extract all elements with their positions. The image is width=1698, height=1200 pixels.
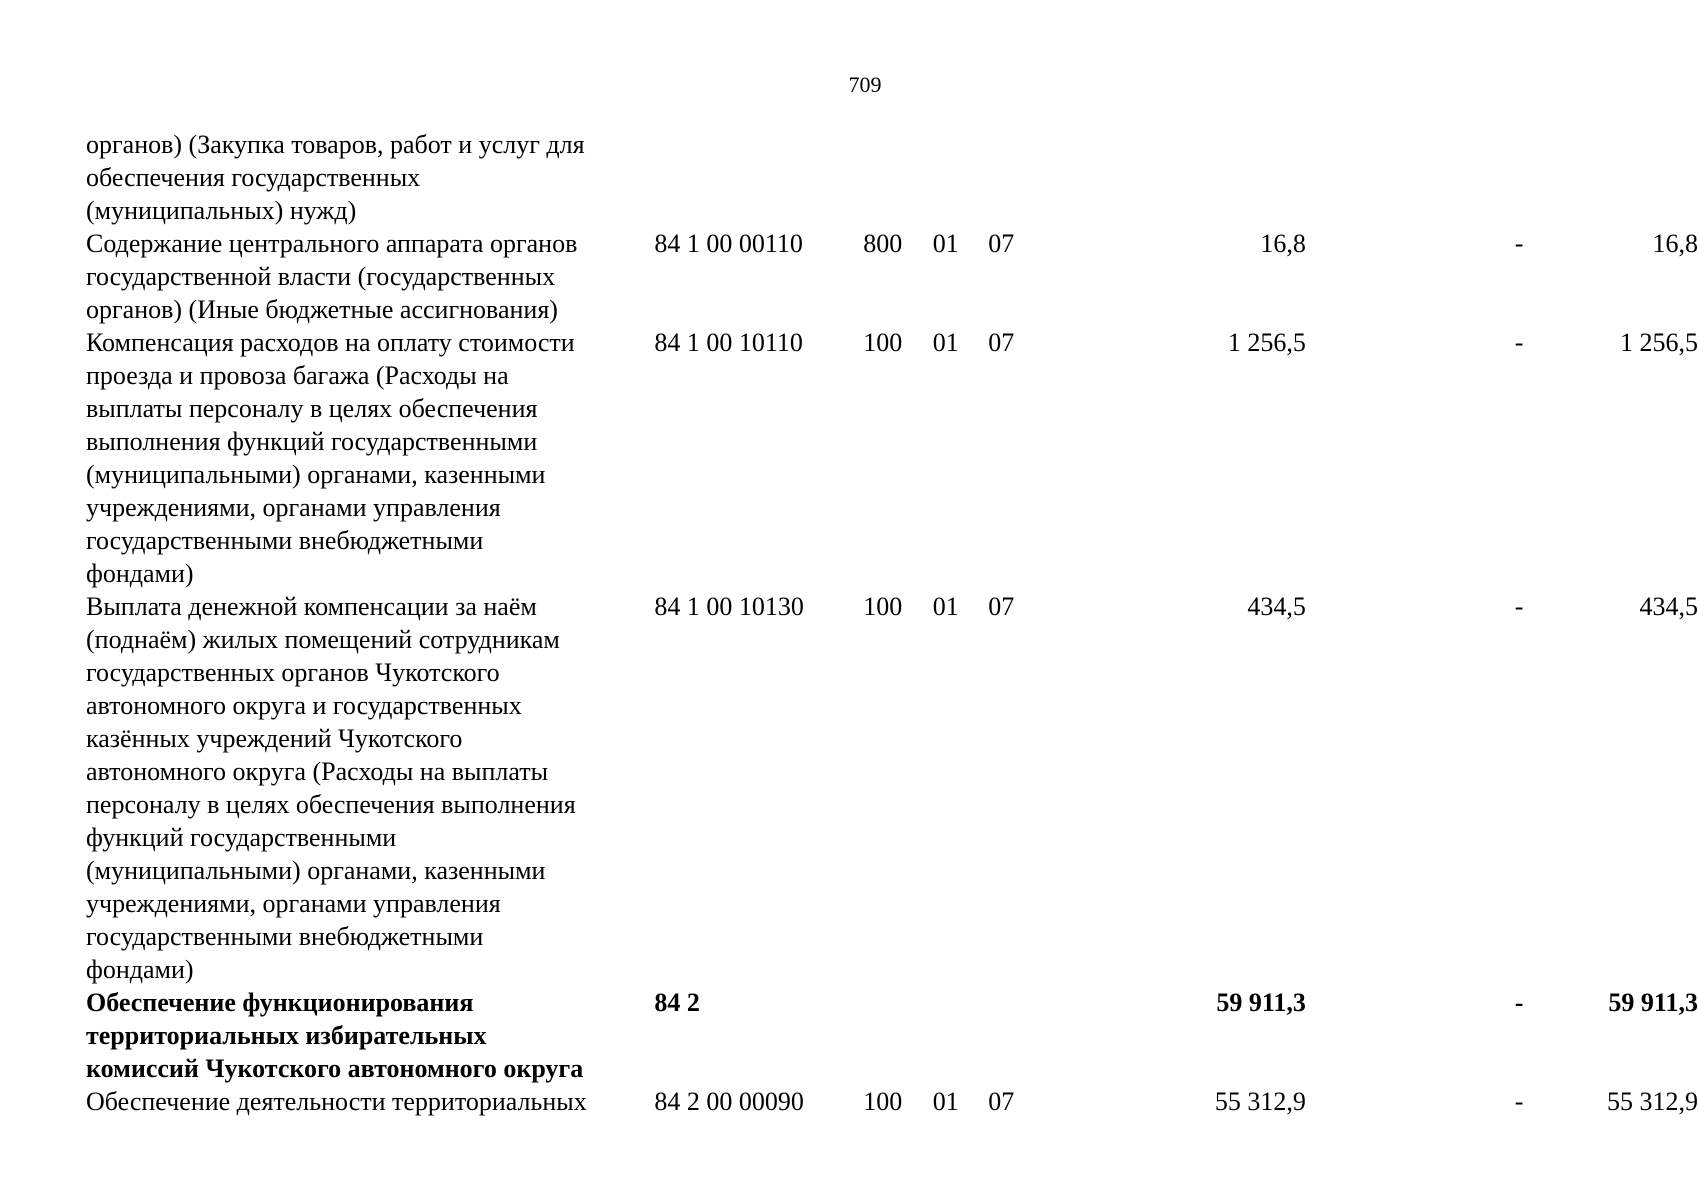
description-line: учреждениями, органами управления: [86, 889, 501, 918]
section-code: 01: [932, 592, 959, 621]
subsection-code: [988, 128, 1038, 227]
amount-2: -: [1514, 328, 1524, 357]
description-line: фондами): [86, 559, 194, 588]
description-line: персоналу в целях обеспечения выполнения: [86, 790, 576, 819]
description-line: автономного округа и государственных: [86, 691, 522, 720]
amount-1: 434,5: [1247, 592, 1306, 621]
subsection-code: 07: [988, 1087, 1015, 1116]
description-line: территориальных избирательных: [86, 1021, 487, 1050]
expense-type-code: 800: [863, 229, 903, 258]
description-line: (муниципальными) органами, казенными: [86, 856, 546, 885]
section-code: 01: [932, 229, 959, 258]
row-description: [86, 128, 654, 227]
expense-type-code: 100: [863, 1087, 903, 1116]
target-article-code: 84 2: [654, 988, 700, 1017]
amount-1: [1038, 128, 1306, 227]
description-line: Содержание центрального аппарата органов: [86, 229, 578, 258]
amount-1: 16,8: [1260, 229, 1306, 258]
description-line: (поднаём) жилых помещений сотрудникам: [86, 625, 560, 654]
table-row: [86, 1085, 1698, 1118]
description-line: Компенсация расходов на оплату стоимости: [86, 328, 575, 357]
description-line: государственными внебюджетными: [86, 922, 484, 951]
table-row: [86, 326, 1698, 590]
table-row-section-total: [86, 986, 1698, 1085]
description-line: комиссий Чукотского автономного округа: [86, 1054, 584, 1083]
amount-1: 1 256,5: [1227, 328, 1306, 357]
expense-type-code: [863, 128, 932, 227]
amount-3: 59 911,3: [1608, 988, 1698, 1017]
subsection-code: 07: [988, 328, 1015, 357]
subsection-code: 07: [988, 229, 1015, 258]
description-line: выплаты персоналу в целях обеспечения: [86, 394, 538, 423]
page-number: 709: [848, 72, 882, 97]
row-description: [86, 590, 654, 986]
description-line: (муниципальными) органами, казенными: [86, 460, 546, 489]
amount-1: 55 312,9: [1214, 1087, 1306, 1116]
amount-2: -: [1514, 988, 1524, 1017]
row-description: [86, 986, 654, 1085]
amount-3: 16,8: [1652, 229, 1698, 258]
target-article-code: 84 1 00 10130: [654, 592, 804, 621]
description-line: государственной власти (государственных: [86, 262, 556, 291]
amount-1: 59 911,3: [1216, 988, 1306, 1017]
row-description: [86, 326, 654, 590]
subsection-code: [988, 986, 1038, 1085]
description-line: казённых учреждений Чукотского: [86, 724, 463, 753]
amount-3: 434,5: [1639, 592, 1698, 621]
description-line: проезда и провоза багажа (Расходы на: [86, 361, 509, 390]
description-line: Обеспечение функционирования: [86, 988, 474, 1017]
description-line: автономного округа (Расходы на выплаты: [86, 757, 549, 786]
table-row: [86, 128, 1698, 227]
amount-3: [1523, 128, 1698, 227]
row-description: [86, 227, 654, 326]
section-code: 01: [932, 1087, 959, 1116]
budget-table: [86, 128, 1698, 1118]
description-line: государственных органов Чукотского: [86, 658, 500, 687]
description-line: функций государственными: [86, 823, 397, 852]
amount-2: -: [1514, 229, 1524, 258]
table-row: [86, 227, 1698, 326]
expense-type-code: 100: [863, 328, 903, 357]
description-line: (муниципальных) нужд): [86, 196, 357, 225]
amount-3: 1 256,5: [1620, 328, 1698, 357]
section-code: 01: [932, 328, 959, 357]
table-row: [86, 590, 1698, 986]
description-line: выполнения функций государственными: [86, 427, 538, 456]
target-article-code: 84 1 00 10110: [654, 328, 803, 357]
amount-2: -: [1514, 592, 1524, 621]
description-line: Выплата денежной компенсации за наём: [86, 592, 537, 621]
section-code: [933, 128, 989, 227]
row-description: [86, 1085, 654, 1118]
description-line: государственными внебюджетными: [86, 526, 484, 555]
section-code: [933, 986, 989, 1085]
description-line: органов) (Закупка товаров, работ и услуг для: [86, 130, 585, 159]
amount-2: [1306, 128, 1523, 227]
amount-2: -: [1514, 1087, 1524, 1116]
target-article-code: [654, 128, 863, 227]
target-article-code: 84 1 00 00110: [654, 229, 803, 258]
amount-3: 55 312,9: [1607, 1087, 1698, 1116]
target-article-code: 84 2 00 00090: [654, 1087, 804, 1116]
description-line: учреждениями, органами управления: [86, 493, 501, 522]
expense-type-code: 100: [863, 592, 903, 621]
expense-type-code: [863, 986, 932, 1085]
description-line: обеспечения государственных: [86, 163, 421, 192]
description-line: Обеспечение деятельности территориальных: [86, 1087, 587, 1116]
subsection-code: 07: [988, 592, 1015, 621]
description-line: органов) (Иные бюджетные ассигнования): [86, 295, 558, 324]
description-line: фондами): [86, 955, 194, 984]
